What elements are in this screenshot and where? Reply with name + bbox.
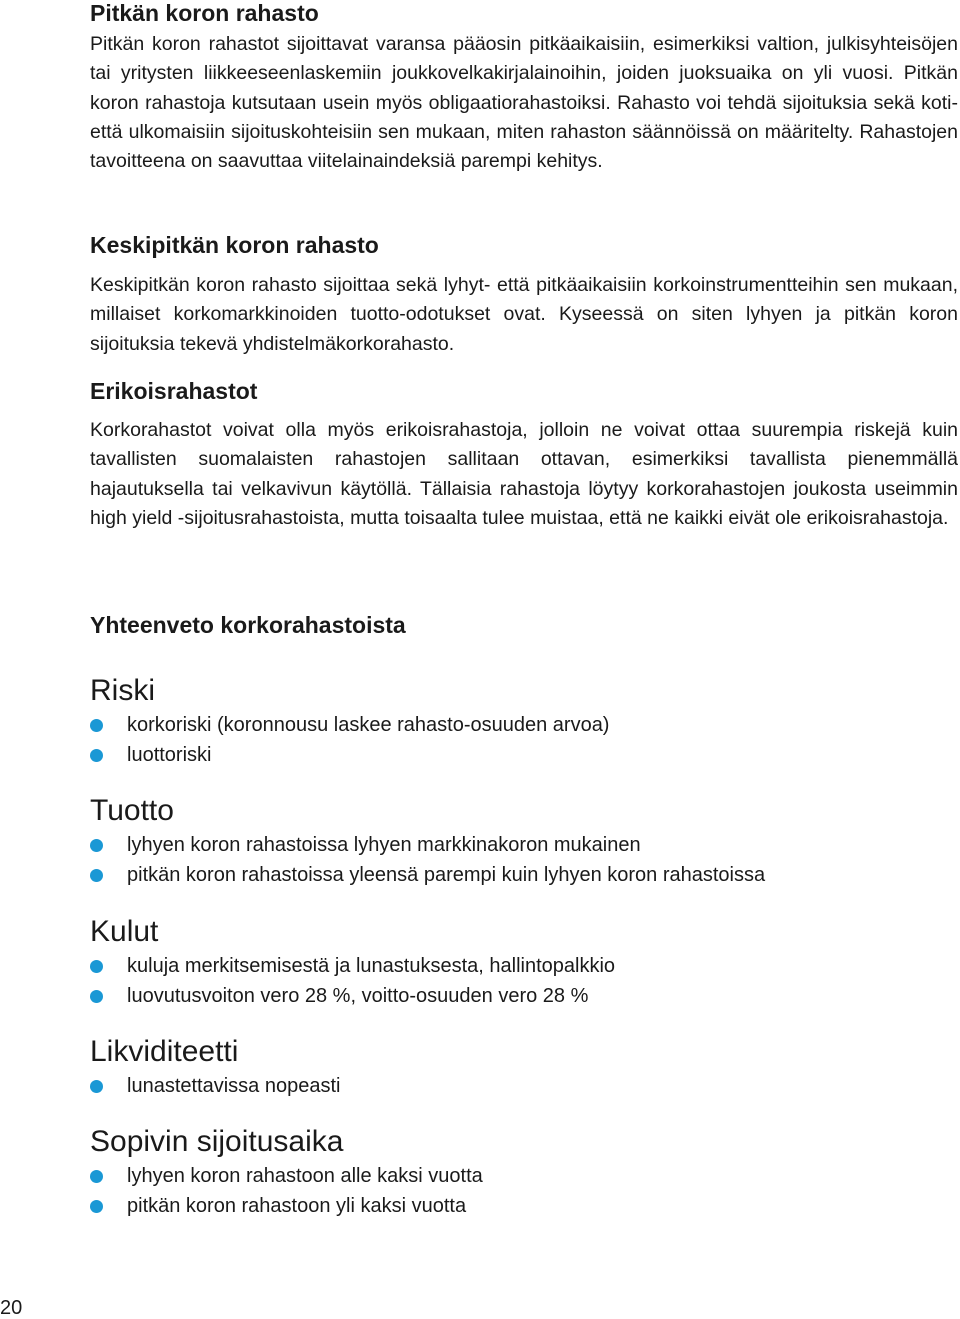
list-item-text: pitkän koron rahastoissa yleensä parempi kuin lyhyen koron rahastoissa [127,864,766,886]
list-item [90,740,950,770]
list-item [90,1071,950,1101]
list-item-text: luottoriski [127,744,212,766]
section-text-keski: Keskipitkän koron rahasto sijoittaa sekä lyhyt- että pitkäaikaisiin korkoinstrumentteihin sen mukaan, millaiset korkomarkkinoiden tuotto-odotukset ovat. Kyseessä on siten lyhyen ja pitkän koron sijoituksia tekevä yhdistelmäkorkorahasto. [90,274,958,355]
list-item-text: kuluja merkitsemisestä ja lunastuksesta, hallintopalkkio [127,955,616,977]
category-title-sijoitusaika: Sopivin sijoitusaika [90,1125,344,1158]
category-list-sijoitusaika [90,1161,950,1221]
bullet-dot-icon [90,839,103,852]
list-item [90,710,950,740]
list-item [90,1161,950,1191]
page-number: 20 [0,1297,23,1319]
section-heading-keski: Keskipitkän koron rahasto [90,232,379,258]
list-item-text: luovutusvoiton vero 28 %, voitto-osuuden vero 28 % [127,985,589,1007]
bullet-dot-icon [90,1170,103,1183]
summary-heading: Yhteenveto korkorahastoista [90,612,406,638]
bullet-dot-icon [90,1080,103,1093]
list-item [90,951,950,981]
list-item-text: lunastettavissa nopeasti [127,1075,341,1097]
category-list-riski [90,710,950,770]
section-text-pitka: Pitkän koron rahastot sijoittavat varansa pääosin pitkäaikaisiin, esimerkiksi valtion, julkisyhteisöjen tai yritysten liikkeeseenlaskemiin joukkovelkakirjalainoihin, joiden juoksuaika on yli vuosi. Pitkän koron rahastoja kutsutaan usein myös obligaatiorahastoiksi. Rahasto voi tehdä sijoituksia sekä koti- että ulkomaisiin sijoituskohteisiin sen mukaan, miten rahaston säännöissä on määritelty. Rahastojen tavoitteena on saavuttaa viitelainaindeksiä parempi kehitys. [90,33,958,173]
category-title-likviditeetti: Likviditeetti [90,1035,239,1068]
section-heading-pitka: Pitkän koron rahasto [90,0,319,26]
category-list-tuotto [90,830,950,890]
list-item [90,830,950,860]
list-item-text: pitkän koron rahastoon yli kaksi vuotta [127,1195,467,1217]
bullet-dot-icon [90,869,103,882]
category-list-likviditeetti [90,1071,950,1101]
category-title-tuotto: Tuotto [90,794,174,827]
category-title-kulut: Kulut [90,915,159,948]
section-heading-erikois: Erikoisrahastot [90,378,258,404]
list-item [90,860,950,890]
list-item-text: korkoriski (koronnousu laskee rahasto-osuuden arvoa) [127,714,610,736]
list-item [90,981,950,1011]
list-item-text: lyhyen koron rahastoon alle kaksi vuotta [127,1165,483,1187]
list-item [90,1191,950,1221]
bullet-dot-icon [90,990,103,1003]
section-text-erikois: Korkorahastot voivat olla myös erikoisrahastoja, jolloin ne voivat ottaa suurempia riskejä kuin tavallisten suomalaisten rahastojen sallitaan ottavan, esimerkiksi tavallista pienemmällä hajautuksella tai velkavivun käytöllä. Tällaisia rahastoja löytyy korkorahastojen joukosta useimmin high yield -sijoitusrahastoista, mutta toisaalta tulee muistaa, että ne kaikki eivät ole erikoisrahastoja. [90,419,958,529]
category-title-riski: Riski [90,674,155,707]
category-list-kulut [90,951,950,1011]
bullet-dot-icon [90,960,103,973]
bullet-dot-icon [90,1200,103,1213]
bullet-dot-icon [90,719,103,732]
bullet-dot-icon [90,749,103,762]
list-item-text: lyhyen koron rahastoissa lyhyen markkinakoron mukainen [127,834,641,856]
